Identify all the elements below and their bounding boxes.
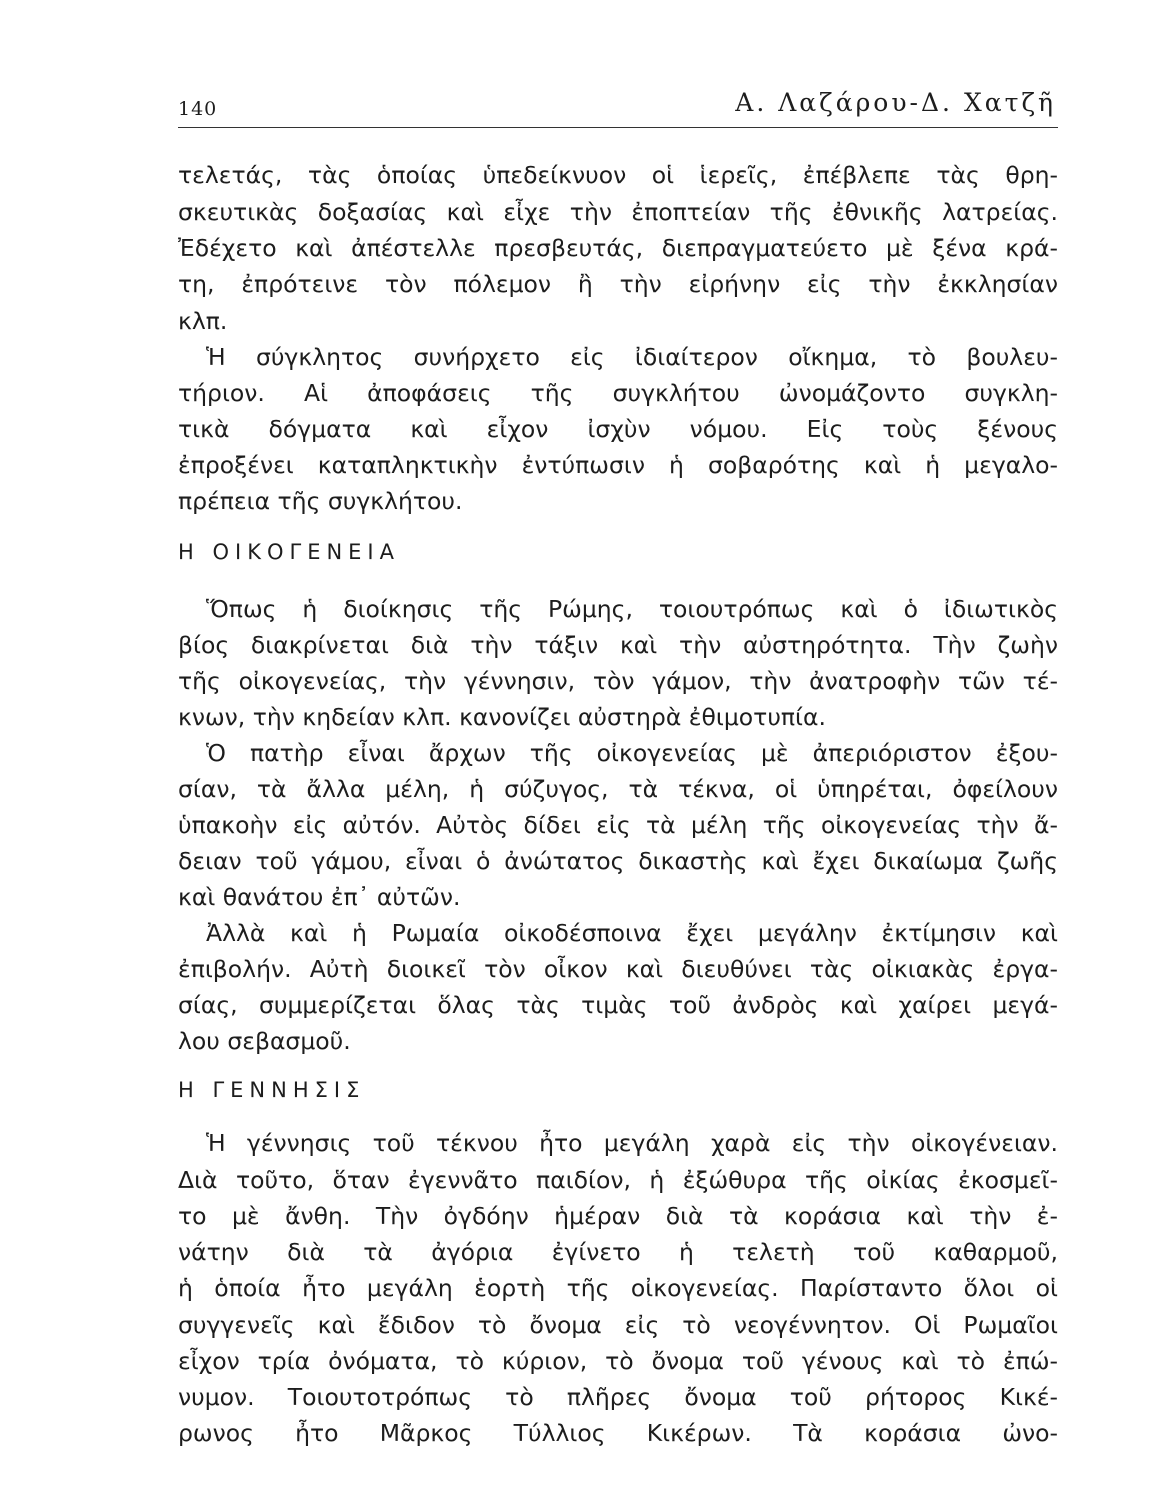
text-line: καὶ θανάτου ἐπ᾽ αὐτῶν. bbox=[178, 883, 461, 911]
text-line: το μὲ ἄνθη. Τὴν ὀγδόην ἡμέραν διὰ τὰ κοράσια καὶ τὴν ἐ- bbox=[178, 1202, 1058, 1230]
running-head: Α. Λαζάρου-Δ. Χατζῆ bbox=[735, 88, 1056, 117]
text-line: τῆς οἰκογενείας, τὴν γέννησιν, τὸν γάμον, τὴν ἀνατροφὴν τῶν τέ- bbox=[178, 667, 1058, 695]
text-line: ἐπροξένει καταπληκτικὴν ἐντύπωσιν ἡ σοβαρότης καὶ ἡ μεγαλο- bbox=[178, 451, 1058, 479]
text-line: ἡ ὁποία ἦτο μεγάλη ἑορτὴ τῆς οἰκογενείας. Παρίσταντο ὅλοι οἱ bbox=[178, 1274, 1058, 1302]
text-line: κλπ. bbox=[178, 307, 228, 335]
page-number: 140 bbox=[178, 98, 218, 120]
text-line: Ἡ γέννησις τοῦ τέκνου ἦτο μεγάλη χαρὰ εἰς τὴν οἰκογένειαν. bbox=[206, 1129, 1058, 1157]
header-rule bbox=[178, 127, 1058, 128]
text-line: Ἐδέχετο καὶ ἀπέστελλε πρεσβευτάς, διεπραγματεύετο μὲ ξένα κρά- bbox=[178, 234, 1058, 262]
text-line: συγγενεῖς καὶ ἔδιδον τὸ ὄνομα εἰς τὸ νεογέννητον. Οἱ Ρωμαῖοι bbox=[178, 1311, 1058, 1339]
text-line: κνων, τὴν κηδείαν κλπ. κανονίζει αὐστηρὰ ἐθιμοτυπία. bbox=[178, 703, 826, 731]
text-line: Ὅπως ἡ διοίκησις τῆς Ρώμης, τοιουτρόπως καὶ ὁ ἰδιωτικὸς bbox=[206, 595, 1058, 623]
text-line: τελετάς, τὰς ὁποίας ὑπεδείκνυον οἱ ἱερεῖς, ἐπέβλεπε τὰς θρη- bbox=[178, 161, 1058, 189]
text-line: δειαν τοῦ γάμου, εἶναι ὁ ἀνώτατος δικαστὴς καὶ ἔχει δικαίωμα ζωῆς bbox=[178, 847, 1058, 875]
text-line: νάτην διὰ τὰ ἀγόρια ἐγίνετο ἡ τελετὴ τοῦ καθαρμοῦ, bbox=[178, 1238, 1058, 1266]
text-line: βίος διακρίνεται διὰ τὴν τάξιν καὶ τὴν αὐστηρότητα. Τὴν ζωὴν bbox=[178, 631, 1058, 659]
text-line: Διὰ τοῦτο, ὅταν ἐγεννᾶτο παιδίον, ἡ ἐξώθυρα τῆς οἰκίας ἐκοσμεῖ- bbox=[178, 1166, 1058, 1194]
text-line: Ἡ σύγκλητος συνήρχετο εἰς ἰδιαίτερον οἴκημα, τὸ βουλευ- bbox=[206, 343, 1058, 371]
text-line: ἐπιβολήν. Αὐτὴ διοικεῖ τὸν οἶκον καὶ διευθύνει τὰς οἰκιακὰς ἐργα- bbox=[178, 955, 1058, 983]
text-line: Ἀλλὰ καὶ ἡ Ρωμαία οἰκοδέσποινα ἔχει μεγάλην ἐκτίμησιν καὶ bbox=[206, 919, 1058, 947]
text-line: Ὁ πατὴρ εἶναι ἄρχων τῆς οἰκογενείας μὲ ἀπεριόριστον ἐξου- bbox=[206, 739, 1058, 767]
text-line: λου σεβασμοῦ. bbox=[178, 1027, 351, 1055]
text-line: τικὰ δόγματα καὶ εἶχον ἰσχὺν νόμου. Εἰς τοὺς ξένους bbox=[178, 415, 1058, 443]
text-line: πρέπεια τῆς συγκλήτου. bbox=[178, 487, 463, 515]
text-line: νυμον. Τοιουτοτρόπως τὸ πλῆρες ὄνομα τοῦ ρήτορος Κικέ- bbox=[178, 1383, 1058, 1411]
section-heading-birth: Η ΓΕΝΝΗΣΙΣ bbox=[178, 1078, 366, 1102]
section-heading-family: Η ΟΙΚΟΓΕΝΕΙΑ bbox=[178, 540, 400, 564]
text-line: εἶχον τρία ὀνόματα, τὸ κύριον, τὸ ὄνομα τοῦ γένους καὶ τὸ ἐπώ- bbox=[178, 1347, 1058, 1375]
text-line: τήριον. Αἱ ἀποφάσεις τῆς συγκλήτου ὠνομάζοντο συγκλη- bbox=[178, 379, 1058, 407]
text-line: σίας, συμμερίζεται ὅλας τὰς τιμὰς τοῦ ἀνδρὸς καὶ χαίρει μεγά- bbox=[178, 991, 1058, 1019]
page-header bbox=[178, 88, 1058, 124]
text-line: ὑπακοὴν εἰς αὐτόν. Αὐτὸς δίδει εἰς τὰ μέλη τῆς οἰκογενείας τὴν ἄ- bbox=[178, 811, 1058, 839]
text-line: σκευτικὰς δοξασίας καὶ εἶχε τὴν ἐποπτείαν τῆς ἐθνικῆς λατρείας. bbox=[178, 198, 1058, 226]
text-line: σίαν, τὰ ἄλλα μέλη, ἡ σύζυγος, τὰ τέκνα, οἱ ὑπηρέται, ὀφείλουν bbox=[178, 775, 1058, 803]
text-line: τη, ἐπρότεινε τὸν πόλεμον ἢ τὴν εἰρήνην εἰς τὴν ἐκκλησίαν bbox=[178, 270, 1058, 298]
text-line: ρωνος ἦτο Μᾶρκος Τύλλιος Κικέρων. Τὰ κοράσια ὠνο- bbox=[178, 1419, 1058, 1447]
